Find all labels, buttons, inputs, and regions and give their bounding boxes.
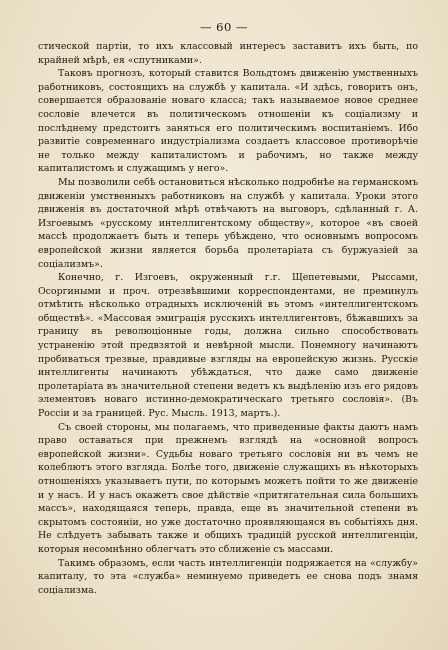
paragraph: Мы позволили себѣ остановиться нѣсколько подробнѣе на германскомъ движеніи умственныхъ работниковъ на службѣ у капитала. Уроки этого движенія въ достаточной мѣрѣ отвѣчаютъ на выговоръ, сдѣланный г. А. Изгоевымъ «русскому интеллигентскому обществу», которое «въ своей массѣ продолжаетъ быть и теперь убѣждено, что основнымъ вопросомъ европейской жизни является борьба пролетаріата съ буржуазіей за соціализмъ». — [38, 176, 418, 270]
paragraph: Такимъ образомъ, если часть интеллигенціи подряжается на «службу» капиталу, то эта «служба» неминуемо приведетъ ее снова подъ знамя соціализма. — [38, 557, 418, 596]
paragraph: Таковъ прогнозъ, который ставится Вольдтомъ движенію умственныхъ работниковъ, состоящихъ на службѣ у капитала. «И здѣсь, говоритъ онъ, совершается образованіе новаго класса; такъ называемое новое среднее сословіе влечется въ политическомъ отношеніи къ соціализму и послѣднему предстоитъ заняться его политическимъ воспитаніемъ. Ибо развитіе современнаго индустріализма создаетъ классовое противорѣчіе не только между капиталистомъ и рабочимъ, но также между капиталистомъ и служащимъ у него». — [38, 68, 418, 175]
paragraph: Съ своей стороны, мы полагаемъ, что приведенные факты даютъ намъ право оставаться при прежнемъ взглядѣ на «основной вопросъ европейской жизни». Судьбы новаго третьяго сословія ни въ чемъ не колеблютъ этого взгляда. Болѣе того, движеніе служащихъ въ нѣкоторыхъ отношеніяхъ указываетъ пути, по которымъ можетъ пойти то же движеніе и у насъ. И у насъ окажетъ свое дѣйствіе «притягательная сила большихъ массъ», находящаяся теперь, правда, еще въ значительной степени въ скрытомъ состояніи, но уже достаточно проявляющаяся въ событіяхъ дня. Не слѣдуетъ забывать также и общихъ традицій русской интеллигенціи, которыя несомнѣнно облегчатъ это сближеніе съ массами. — [38, 421, 418, 555]
paragraph: Конечно, г. Изгоевъ, окруженный г.г. Щепетевыми, Рыссами, Осоргиными и проч. отрезвѣвшими корреспондентами, не преминулъ отмѣтить нѣсколько отрадныхъ исключеній въ этомъ «интеллигентскомъ обществѣ». «Массовая эмиграція русскихъ интеллигентовъ, бѣжавшихъ за границу въ революціонные годы, должна сильно способствовать устраненію этой предвзятой и невѣрной мысли. Понемногу начинаютъ пробиваться трезвые, правдивые взгляды на европейскую жизнь. Русскіе интеллигенты начинаютъ убѣждаться, что даже само движеніе пролетаріата въ значительной степени ведетъ къ выдѣленію изъ его рядовъ элементовъ новаго истинно-демократическаго третьяго сословія». (Въ Россіи и за границей. Рус. Мысль. 1913, мартъ.). — [38, 272, 418, 420]
page-number: — 60 — — [200, 20, 248, 34]
paragraph: стической партіи, то ихъ классовый интересъ заставитъ ихъ быть, по крайней мѣрѣ, ея «спутниками». — [38, 41, 418, 66]
page-body — [38, 40, 418, 597]
